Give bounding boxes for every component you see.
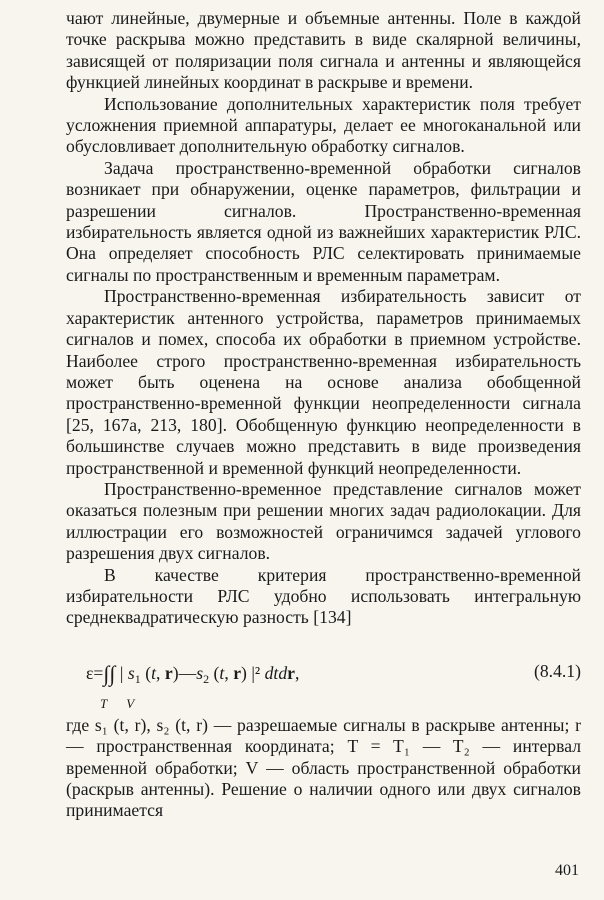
args1-close: ) <box>172 662 179 683</box>
equation-8-4-1 <box>66 635 581 713</box>
differentials: dtd <box>264 662 288 683</box>
r2-symbol: r <box>233 662 242 683</box>
s1-symbol: s <box>127 662 135 683</box>
formula-lhs: ε <box>86 662 94 683</box>
formula-expression <box>86 661 299 690</box>
paragraph-2: Использование дополнительных характеристик поля требует усложнения приемной аппаратуры, делает ее многоканальной или обусловливает дополнительную обработку сигналов. <box>66 93 581 157</box>
paragraph-5: Пространственно-временное представление сигналов может оказаться полезным при решении многих задач радиолокации. Для иллюстрации его возможностей ограничимся задачей углового разрешения двух сигналов. <box>66 478 581 564</box>
s2-subscript: 2 <box>203 671 210 686</box>
formula-eq: = <box>93 662 104 683</box>
equation-number: (8.4.1) <box>533 660 581 681</box>
page-body <box>66 8 581 822</box>
args1-open: ( <box>145 662 152 683</box>
paragraph-after-formula: где s₁ (t, r), s₂ (t, r) — разрешаемые сигналы в раскрыве антенны; r — пространственная координата; T = T₁ — T₂ — интервал временной обработки; V — область пространственной обработки (раскрыв антенны). Решение о наличии одного или двух сигналов принимается <box>66 714 581 821</box>
paragraph-continued: чают линейные, двумерные и объемные антенны. Поле в каждой точке раскрыва можно представить в виде скалярной величины, зависящей от поляризации поля сигнала и антенны и являющейся функцией линейных координат в раскрыве и времени. <box>66 8 581 93</box>
args2-comma: , <box>224 662 229 683</box>
minus-sign: — <box>178 662 197 683</box>
formula-trailing-comma: , <box>295 662 300 683</box>
args2-close: ) <box>241 662 247 683</box>
paragraph-3: Задача пространственно-временной обработки сигналов возникает при обнаружении, оценке параметров, фильтрации и разрешении сигналов. Пространственно-временная избирательность является одной из важнейших характеристик РЛС. Она определяет способность РЛС селектировать принимаемые сигналы по пространственным и временным параметрам. <box>66 157 581 285</box>
r1-symbol: r <box>164 662 173 683</box>
page-number: 401 <box>555 862 579 879</box>
s1-subscript: 1 <box>134 671 141 686</box>
abs-open: | <box>119 662 124 683</box>
r-final-symbol: r <box>287 662 295 683</box>
s2-symbol: s <box>196 662 204 683</box>
integral-limits: T V <box>100 695 143 711</box>
paragraph-6: В качестве критерия пространственно-временной избирательности РЛС удобно использовать интегральную среднеквадратическую разность [134] <box>66 564 581 628</box>
abs-close-squared: |² <box>251 662 261 683</box>
args1-comma: , <box>156 662 161 683</box>
args2-open: ( <box>213 662 220 683</box>
double-integral-sign: ∫∫ <box>103 660 116 686</box>
t1-symbol: t <box>151 662 156 683</box>
paragraph-4: Пространственно-временная избирательность зависит от характеристик антенного устройства, параметров принимаемых сигналов и помех, способа их обработки в приемном устройстве. Наиболее строго пространственно-временная избирательность может быть оценена на основе анализа обобщенной пространственно-временной функции неопределенности сигнала [25, 167а, 213, 180]. Обобщенную функцию неопределенности в большинстве случаев можно представить в виде произведения пространственной и временной функций неопределенности. <box>66 286 581 478</box>
t2-symbol: t <box>219 662 225 683</box>
